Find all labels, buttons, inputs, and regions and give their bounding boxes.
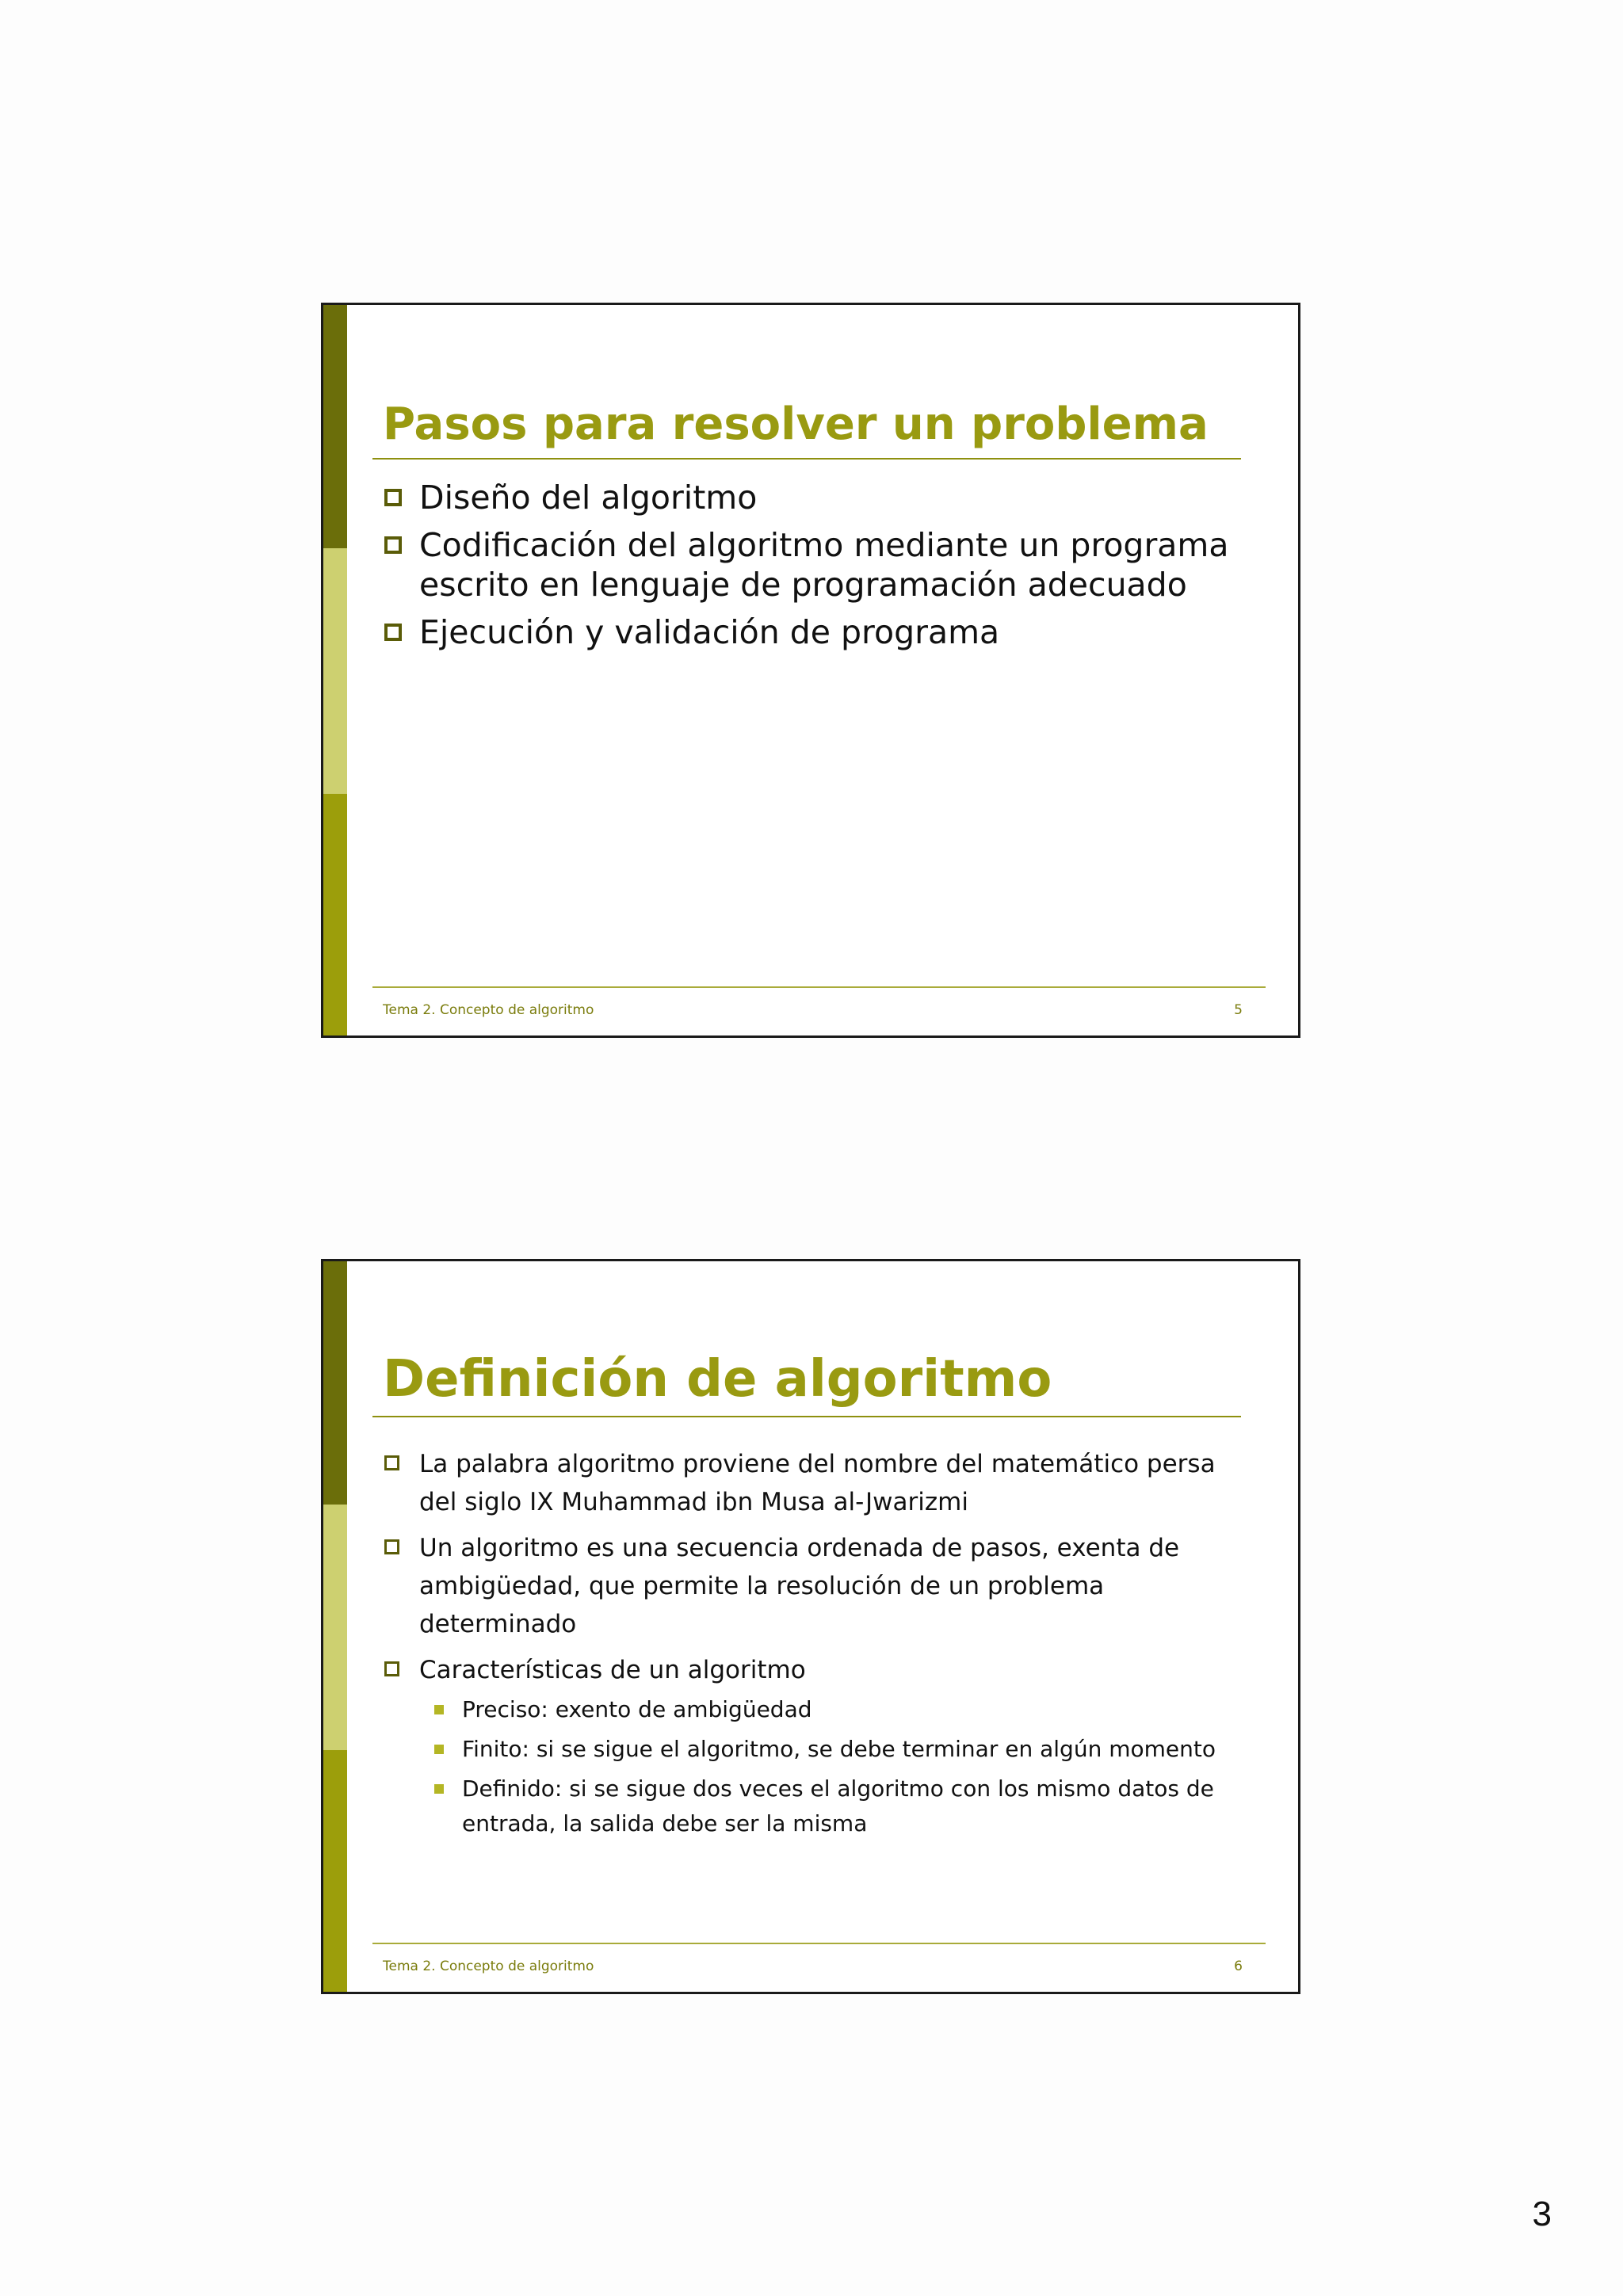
filled-square-bullet-icon — [434, 1784, 444, 1794]
hollow-square-bullet-icon — [384, 489, 402, 506]
sub-bullet-item — [419, 1692, 1251, 1727]
bullet-text: Características de un algoritmo — [419, 1656, 806, 1684]
title-divider — [372, 458, 1241, 460]
page-number: 3 — [1532, 2195, 1552, 2233]
bullet-text: Codificación del algoritmo mediante un programa escrito en lenguaje de programación adecuado — [419, 526, 1229, 604]
bullet-item — [383, 612, 1251, 652]
bullet-item — [383, 1529, 1251, 1643]
bullet-text: Un algoritmo es una secuencia ordenada de pasos, exenta de ambigüedad, que permite la resolución de un problema determinado — [419, 1534, 1180, 1638]
accent-bar-mid-segment — [323, 794, 347, 1035]
footer-topic: Tema 2. Concepto de algoritmo — [383, 1958, 594, 1974]
footer-divider — [372, 1943, 1266, 1944]
hollow-square-bullet-icon — [384, 1455, 399, 1470]
accent-bar — [323, 305, 347, 1035]
hollow-square-bullet-icon — [384, 624, 402, 641]
accent-bar-mid-segment — [323, 1750, 347, 1992]
bullet-item — [383, 1651, 1251, 1841]
accent-bar-dark-segment — [323, 1261, 347, 1505]
bullet-item — [383, 525, 1251, 605]
filled-square-bullet-icon — [434, 1705, 444, 1714]
accent-bar-dark-segment — [323, 305, 347, 548]
filled-square-bullet-icon — [434, 1745, 444, 1754]
slide-title: Pasos para resolver un problema — [383, 399, 1209, 450]
slide-number: 5 — [1234, 1002, 1243, 1018]
sub-bullet-item — [419, 1732, 1251, 1767]
hollow-square-bullet-icon — [384, 1539, 399, 1554]
hollow-square-bullet-icon — [384, 1661, 399, 1676]
footer-divider — [372, 986, 1266, 988]
sub-bullet-text: Finito: si se sigue el algoritmo, se debe terminar en algún momento — [462, 1736, 1216, 1762]
bullet-text: Ejecución y validación de programa — [419, 613, 1000, 651]
slide-5 — [321, 303, 1300, 1038]
sub-bullet-list — [419, 1692, 1251, 1841]
bullet-text: Diseño del algoritmo — [419, 479, 758, 517]
bullet-item — [383, 1445, 1251, 1521]
slide-number: 6 — [1234, 1958, 1243, 1974]
accent-bar-light-segment — [323, 1505, 347, 1750]
title-divider — [372, 1416, 1241, 1417]
bullet-list — [383, 478, 1251, 660]
footer-topic: Tema 2. Concepto de algoritmo — [383, 1002, 594, 1018]
hollow-square-bullet-icon — [384, 536, 402, 554]
slide-title: Definición de algoritmo — [383, 1350, 1052, 1409]
bullet-item — [383, 478, 1251, 517]
bullet-list — [383, 1445, 1251, 1849]
sub-bullet-item — [419, 1772, 1251, 1841]
sub-bullet-text: Definido: si se sigue dos veces el algoritmo con los mismo datos de entrada, la salida debe ser la misma — [462, 1775, 1214, 1836]
accent-bar-light-segment — [323, 548, 347, 794]
slide-6 — [321, 1259, 1300, 1994]
sub-bullet-text: Preciso: exento de ambigüedad — [462, 1696, 812, 1722]
accent-bar — [323, 1261, 347, 1992]
bullet-text: La palabra algoritmo proviene del nombre del matemático persa del siglo IX Muhammad ibn Musa al-Jwarizmi — [419, 1450, 1216, 1516]
